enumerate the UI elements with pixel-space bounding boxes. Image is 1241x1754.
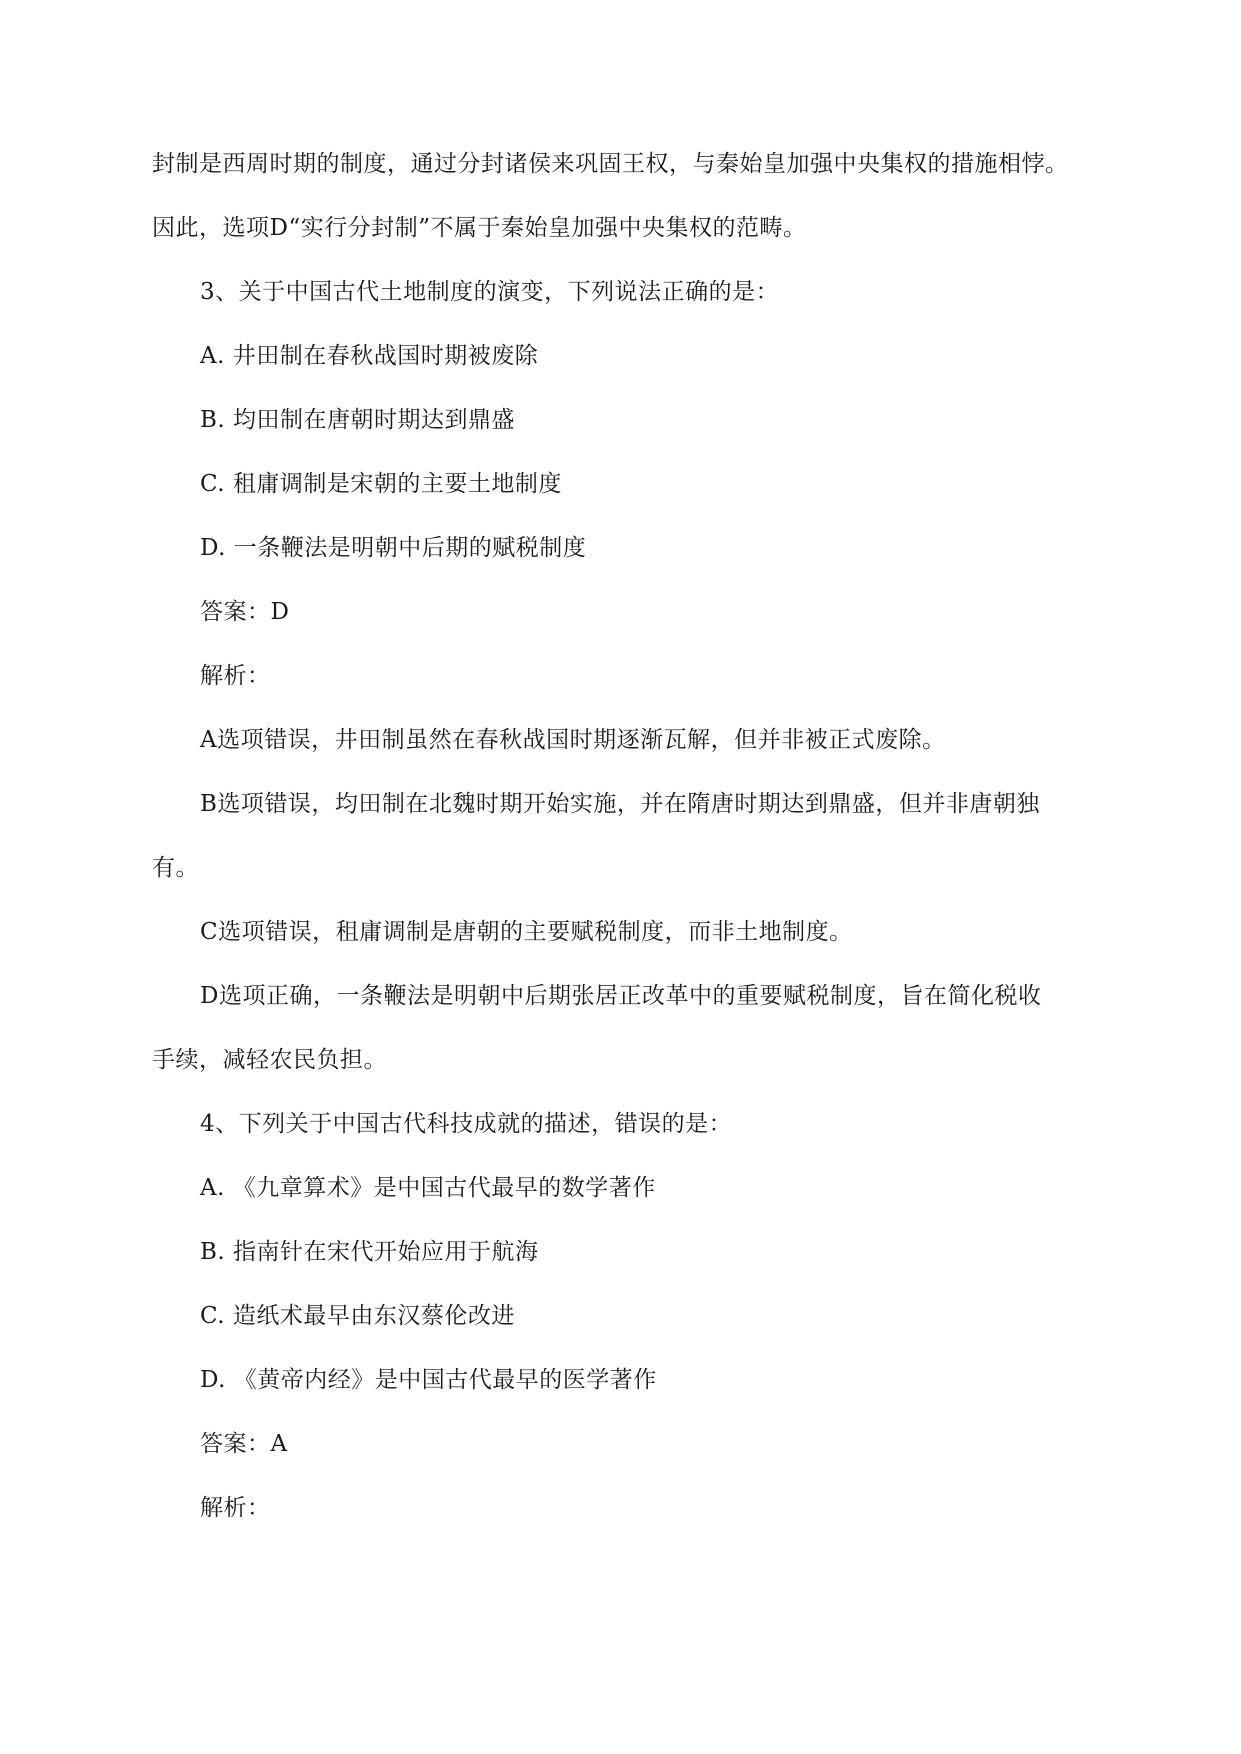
question-3-option-c: C. 租庸调制是宋朝的主要土地制度 [200,471,562,497]
analysis-line: 有。 [152,855,199,881]
paragraph-line: 封制是西周时期的制度，通过分封诸侯来巩固王权，与秦始皇加强中央集权的措施相悖。 [152,151,1069,177]
question-3-analysis-heading: 解析： [200,663,271,689]
question-3-option-a: A. 井田制在春秋战国时期被废除 [200,343,539,369]
analysis-line: C选项错误，租庸调制是唐朝的主要赋税制度，而非土地制度。 [200,919,853,945]
paragraph-line: 因此，选项D“实行分封制”不属于秦始皇加强中央集权的范畴。 [152,215,807,241]
question-4-option-c: C. 造纸术最早由东汉蔡伦改进 [200,1303,515,1329]
analysis-line: 手续，减轻农民负担。 [152,1047,387,1073]
question-3-answer: 答案：D [200,599,290,625]
question-4-option-b: B. 指南针在宋代开始应用于航海 [200,1239,539,1265]
analysis-line: D选项正确，一条鞭法是明朝中后期张居正改革中的重要赋税制度，旨在简化税收 [200,983,1042,1009]
question-4-option-d: D. 《黄帝内经》是中国古代最早的医学著作 [200,1367,657,1393]
question-3-stem: 3、关于中国古代土地制度的演变，下列说法正确的是： [200,279,780,305]
question-4-option-a: A. 《九章算术》是中国古代最早的数学著作 [200,1175,656,1201]
analysis-line: A选项错误，井田制虽然在春秋战国时期逐渐瓦解，但并非被正式废除。 [200,727,946,753]
question-4-stem: 4、下列关于中国古代科技成就的描述，错误的是： [200,1111,733,1137]
question-4-analysis-heading: 解析： [200,1495,271,1521]
question-3-option-d: D. 一条鞭法是明朝中后期的赋税制度 [200,535,587,561]
question-3-option-b: B. 均田制在唐朝时期达到鼎盛 [200,407,516,433]
analysis-line: B选项错误，均田制在北魏时期开始实施，并在隋唐时期达到鼎盛，但并非唐朝独 [200,791,1040,817]
question-4-answer: 答案：A [200,1431,288,1457]
